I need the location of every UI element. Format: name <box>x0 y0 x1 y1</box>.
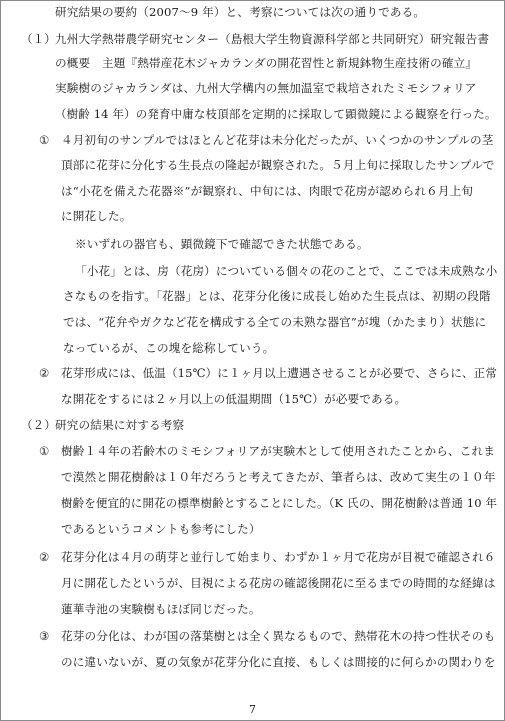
section2-item2-line: 花芽分化は４月の萌芽と並行して始まり、わずか１ヶ月で花房が目視で確認され６ <box>61 550 496 564</box>
section1-item1-line: ４月初旬のサンプルではほとんど花芽は未分化だったが、いくつかのサンプルの茎 <box>61 133 494 147</box>
definition-line: 「小花」とは、房（花房）についている個々の花のことで、ここでは未成熟な小 <box>75 264 498 278</box>
intro-text: 研究結果の要約（2007～9 年）と、考察については次の通りである。 <box>55 5 426 19</box>
section2-item3-line: のに違いないが、夏の気象が花芽分化に直接、もしくは間接的に何らかの関わりを <box>61 655 496 669</box>
section2-marker: （２） <box>21 418 56 432</box>
page-number: 7 <box>249 703 256 716</box>
section1-item2-line: な開花をするには２ヶ月以上の低温期間（15℃）が必要である。 <box>61 392 407 406</box>
section2-item3-marker: ③ <box>39 629 50 643</box>
section1-item2-marker: ② <box>39 366 50 380</box>
section2-item2-line: 月に開花したというが、目視による花房の確認後開花に至るまでの時間的な経緯は <box>61 576 496 590</box>
section2-item2-marker: ② <box>39 550 50 564</box>
section2-item1-line: であるというコメントも参考にした） <box>61 522 261 536</box>
section2-item3-line: 花芽の分化は、わが国の落葉樹とは全く異なるもので、熱帯花木の持つ性状そのも <box>61 629 496 643</box>
footnote-text: ※いずれの器官も、顕微鏡下で確認できた状態である。 <box>75 237 369 251</box>
section1-item1-line: に開花した。 <box>61 209 132 223</box>
section1-line: の概要 主題『熱帯産花木ジャカランダの開花習性と新規鉢物生産技術の確立』 <box>55 56 478 70</box>
section1-line: 九州大学熱帯農学研究センター（島根大学生物資源科学部と共同研究）研究報告書 <box>55 32 490 46</box>
section2-item1-marker: ① <box>39 444 50 458</box>
definition-line: では、“花弁やガクなど花を構成する全ての未熟な器官”が塊（かたまり）状態に <box>63 315 487 329</box>
section1-line: （樹齢 14 年）の発育中庸な枝頂部を定期的に採取して顕微鏡による観察を行った。 <box>55 107 497 121</box>
definition-line: なっているが、この塊を総称していう。 <box>63 341 275 355</box>
section1-item2-line: 花芽形成には、低温（15℃）に１ヶ月以上遭遇させることが必要で、さらに、正常 <box>61 366 497 380</box>
section2-item2-line: 蓮華寺池の実験樹もほぼ同じだった。 <box>61 602 261 616</box>
section1-item1-marker: ① <box>39 133 50 147</box>
section1-marker: （１） <box>21 32 56 46</box>
section2-heading: 研究の結果に対する考察 <box>55 418 185 432</box>
section1-line: 実験樹のジャカランダは、九州大学構内の無加温室で栽培されたミモシフォリア <box>55 81 477 95</box>
section2-item1-line: 樹齢１４年の若齢木のミモシフォリアが実験木として使用されたことから、これま <box>61 444 495 458</box>
definition-line: さなものを指す。「花器」とは、花芽分化後に成長し始めた生長点は、初期の段階 <box>63 289 491 303</box>
section2-item1-line: で漠然と開花樹齢は１０年だろうと考えてきたが、筆者らは、改めて実生の１０年 <box>61 470 496 484</box>
section1-item1-line: は“小花を備えた花器※”が観察れ、中旬には、肉眼で花房が認められ６月上旬 <box>61 184 474 198</box>
section1-item1-line: 頂部に花芽に分化する生長点の隆起が観察された。５月上旬に採取したサンプルで <box>61 158 495 172</box>
section2-item1-line: 樹齢を便宜的に開花の標準樹齢とすることにした。（K 氏の、開花樹齢は普通 10 年 <box>61 496 498 510</box>
